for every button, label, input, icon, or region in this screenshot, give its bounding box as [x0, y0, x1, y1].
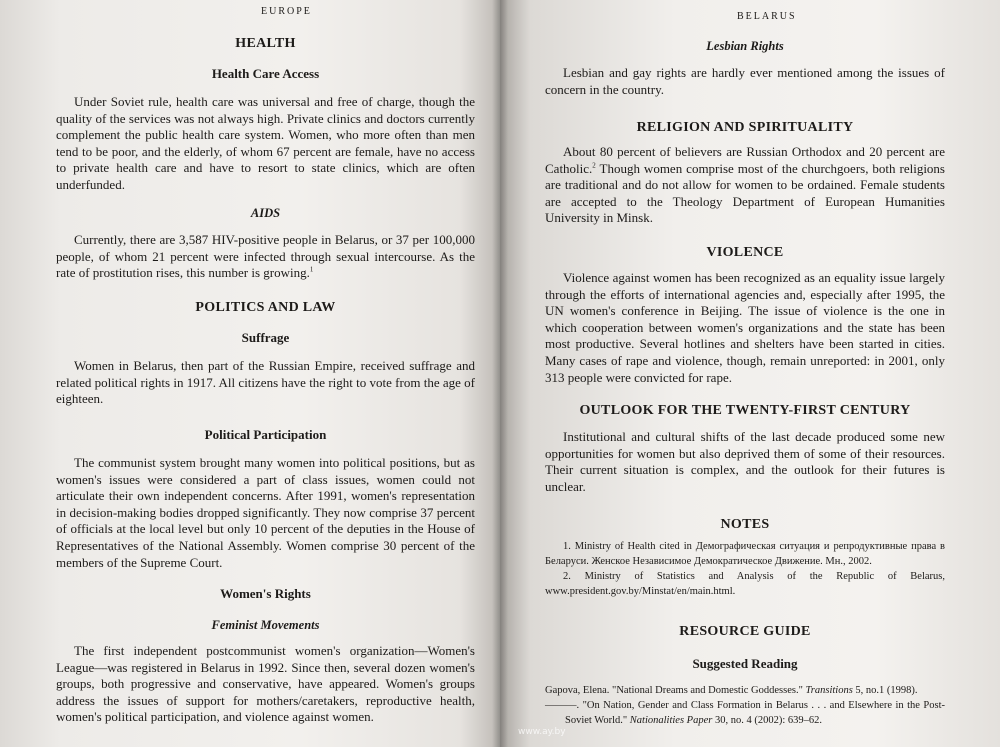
- right-page: [500, 0, 1000, 747]
- footnote-ref-1: 1: [309, 265, 314, 274]
- section-heading-politics-law: POLITICS AND LAW: [195, 300, 336, 315]
- note-2: 2. Ministry of Statistics and Analysis of the Republic of Belarus, www.president.gov.by/Minstat/en/main.html.: [545, 571, 945, 597]
- paragraph-lesbian-rights: Lesbian and gay rights are hardly ever mentioned among the issues of concern in the country.: [545, 65, 945, 97]
- running-head-left: EUROPE: [261, 6, 312, 17]
- reference-1-text-a: Gapova, Elena. "National Dreams and Domestic Goddesses.": [545, 685, 806, 696]
- religion-text-b: Though women comprise most of the churchgoers, both religions are traditional and do not allow for women to be ordained. Female students are accepted to the Theology Department of European Humanities University in Minsk.: [545, 160, 945, 226]
- reference-1-text-b: 5, no.1 (1998).: [852, 685, 918, 696]
- paragraph-religion: [545, 144, 945, 227]
- paragraph-health-care-access: Under Soviet rule, health care was universal and free of charge, though the quality of the services was not always high. Private clinics and doctors currently complement the public health care system. Women, who more often than men tend to be poor, and the elderly, of whom 67 percent are female, have no access to private health care and have to resort to state clinics, which are often underfunded.: [56, 94, 475, 192]
- subheading-lesbian-rights: Lesbian Rights: [706, 39, 784, 53]
- reference-2-text-b: 30, no. 4 (2002): 639–62.: [712, 714, 823, 726]
- subheading-suggested-reading: Suggested Reading: [692, 656, 798, 671]
- section-heading-religion: RELIGION AND SPIRITUALITY: [636, 120, 854, 135]
- subheading-suffrage: Suffrage: [241, 330, 290, 345]
- subheading-political-participation: Political Participation: [204, 427, 327, 442]
- paragraph-political-participation: The communist system brought many women into political positions, but as women's issues were considered a part of class issues, women could not articulate their own independent concerns. After 1991, women's representation in decision-making bodies dropped significantly. They now comprise 37 percent of officials at the local level but only 10 percent of the deputies in the House of Representatives of the National Assembly. Women comprise 30 percent of the members of the Supreme Court.: [56, 455, 475, 570]
- section-heading-notes: NOTES: [720, 517, 770, 532]
- reference-2-journal: Nationalities Paper: [629, 714, 713, 726]
- reference-2-text-a: ———. "On Nation, Gender and Class Formation in Belarus . . . and Elsewhere in the Post-Soviet World.": [545, 700, 945, 726]
- section-heading-resource-guide: RESOURCE GUIDE: [679, 624, 811, 639]
- running-head-right: BELARUS: [737, 11, 797, 22]
- reference-1-journal: Transitions: [805, 685, 853, 696]
- subheading-health-care-access: Health Care Access: [211, 66, 320, 81]
- note-1: 1. Ministry of Health cited in Демографическая ситуация и репродуктивные права в Беларуси. Женское Независимое Демократическое Движение. Мн., 2002.: [545, 541, 945, 567]
- paragraph-suffrage: Women in Belarus, then part of the Russian Empire, received suffrage and related political rights in 1917. All citizens have the right to vote from the age of eighteen.: [56, 358, 475, 407]
- section-heading-outlook: OUTLOOK FOR THE TWENTY-FIRST CENTURY: [579, 403, 911, 418]
- paragraph-outlook: Institutional and cultural shifts of the last decade produced some new opportunities for women but also deprived them of some of their resources. Their current situation is complex, and the outlook for their futures is unclear.: [545, 429, 945, 494]
- reference-1: [545, 684, 945, 699]
- subheading-aids: AIDS: [250, 206, 281, 220]
- watermark: www.ay.by: [518, 727, 566, 738]
- paragraph-aids: [56, 232, 475, 282]
- book-gutter: [492, 0, 508, 747]
- section-heading-violence: VIOLENCE: [706, 245, 784, 260]
- paragraph-feminist-movements: The first independent postcommunist women's organization—Women's League—was registered in Belarus in 1992. Since then, several dozen women's groups, both progressive and conservative, have appeared. Women's groups address the issues of support for mothers/caretakers, reproductive health, women's political participation, and violence against women.: [56, 643, 475, 725]
- subheading-feminist-movements: Feminist Movements: [211, 618, 320, 632]
- paragraph-violence: Violence against women has been recognized as an equality issue largely through the efforts of international agencies and, especially after 1995, the UN women's conference in Beijing. The issue of violence is the one in which cooperation between women's organizations and the state has been most productive. Several hotlines and shelters have been started in cities. Many cases of rape and violence, though, remain unreported: in 2001, only 313 people were convicted for rape.: [545, 270, 945, 385]
- footnote-ref-2: 2: [592, 161, 596, 170]
- religion-text-a: About 80 percent of believers are Russian Orthodox and 20 percent are Catholic.: [545, 144, 945, 176]
- aids-text: Currently, there are 3,587 HIV-positive people in Belarus, or 37 per 100,000 people, of whom 21 percent were infected through sexual intercourse. As the rate of prostitution rises, this number is growing.: [56, 232, 475, 281]
- subheading-womens-rights: Women's Rights: [220, 586, 311, 601]
- section-heading-health: HEALTH: [235, 36, 296, 51]
